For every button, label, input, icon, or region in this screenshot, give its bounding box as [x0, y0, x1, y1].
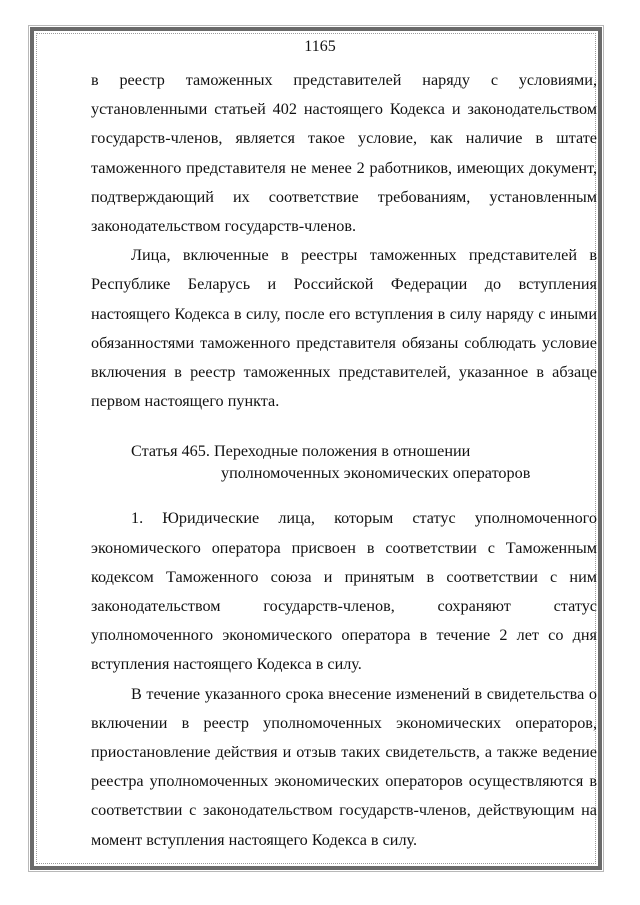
paragraph-continuation: в реестр таможенных представителей наряду с условиями, установленными статьей 402 настоящего Кодекса и законодательством государств-членов, является такое условие, как наличие в штате таможенного представителя не менее 2 работников, имеющих документ, подтверждающий их соответствие требованиям, установленным законодательством государств-членов.: [91, 71, 597, 236]
document-body: [91, 66, 597, 855]
article-heading: [91, 440, 597, 484]
article-heading-line1: Статья 465. Переходные положения в отношении: [131, 442, 471, 461]
article-paragraph-2: В течение указанного срока внесение изменений в свидетельства о включении в реестр уполномоченных экономических операторов, приостановление действия и отзыв таких свидетельств, а также ведение реестра уполномоченных экономических операторов осуществляются в соответствии с законодательством государств-членов, действующим на момент вступления настоящего Кодекса в силу.: [91, 684, 597, 849]
page-number: 1165: [304, 38, 336, 55]
paragraph-registered-persons: Лица, включенные в реестры таможенных представителей в Республике Беларусь и Российской Федерации до вступления настоящего Кодекса в силу, после его вступления в силу наряду с иными обязанностями таможенного представителя обязаны соблюдать условие включения в реестр таможенных представителей, указанное в абзаце первом настоящего пункта.: [91, 246, 597, 411]
article-paragraph-1: 1. Юридические лица, которым статус уполномоченного экономического оператора присвоен в соответствии с Таможенным кодексом Таможенного союза и принятым в соответствии с ним законодательством государств-членов, сохраняют статус уполномоченного экономического оператора в течение 2 лет со дня вступления настоящего Кодекса в силу.: [91, 509, 597, 674]
article-heading-line2: уполномоченных экономических операторов: [221, 464, 531, 483]
